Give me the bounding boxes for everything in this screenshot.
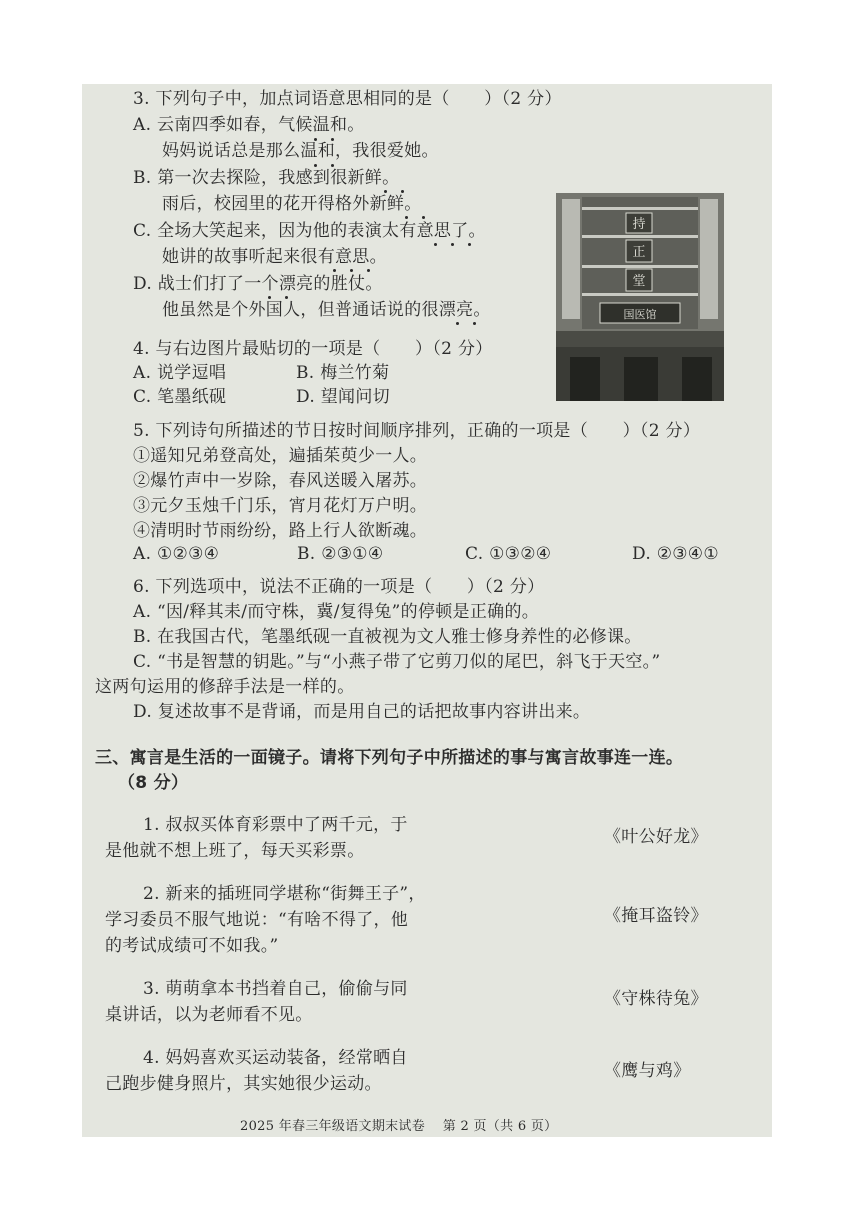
q5-option-d: D. ②③④① <box>632 544 719 564</box>
q4-option-b: B. 梅兰竹菊 <box>296 363 390 383</box>
emphasis-dot <box>401 190 404 193</box>
fable-1: 《叶公好龙》 <box>604 827 708 847</box>
section-3-points: （8 分） <box>118 773 189 793</box>
q3-option-c-line1: C. 全场大笑起来，因为他的表演太有意思了。 <box>133 221 486 241</box>
q6-stem: 6. 下列选项中，说法不正确的一项是（ ）（2 分） <box>133 577 545 597</box>
q5-poem-4: ④清明时节雨纷纷，路上行人欲断魂。 <box>133 521 428 541</box>
match-item-2-line1: 2. 新来的插班同学堪称“街舞王子”， <box>143 884 426 904</box>
emphasis-dot <box>384 190 387 193</box>
emphasis-dot <box>314 138 317 141</box>
emphasis-dot <box>405 216 408 219</box>
emphasis-dot <box>367 269 370 272</box>
q6-option-d: D. 复述故事不是背诵，而是用自己的话把故事内容讲出来。 <box>133 702 591 722</box>
emphasis-dot <box>434 243 437 246</box>
fable-2: 《掩耳盗铃》 <box>604 906 708 926</box>
match-item-1-line2: 是他就不想上班了，每天买彩票。 <box>105 841 365 861</box>
emphasis-dot <box>456 322 459 325</box>
q5-poem-1: ①遥知兄弟登高处，遍插茱萸少一人。 <box>133 446 428 466</box>
q3-option-a-line2: 妈妈说话总是那么温和，我很爱她。 <box>162 141 439 161</box>
fable-3: 《守株待兔》 <box>604 989 708 1009</box>
emphasis-dot <box>285 296 288 299</box>
q5-poem-2: ②爆竹声中一岁除，春风送暖入屠苏。 <box>133 471 428 491</box>
emphasis-dot <box>331 164 334 167</box>
match-item-3-line1: 3. 萌萌拿本书挡着自己，偷偷与同 <box>143 979 408 999</box>
q3-option-a-line1: A. 云南四季如春，气候温和。 <box>133 115 365 135</box>
match-item-4-line1: 4. 妈妈喜欢买运动装备，经常晒自 <box>143 1048 408 1068</box>
sign-char-1: 持 <box>632 217 646 232</box>
q3-option-b-line1: B. 第一次去探险，我感到很新鲜。 <box>133 168 400 188</box>
sign-banner: 国医馆 <box>623 308 657 321</box>
q6-option-b: B. 在我国古代，笔墨纸砚一直被视为文人雅士修身养性的必修课。 <box>133 627 642 647</box>
emphasis-dot <box>268 296 271 299</box>
q6-option-a: A. “因/释其耒/而守株，冀/复得兔”的停顿是正确的。 <box>133 602 540 622</box>
page-footer: 2025 年春三年级语文期末试卷 第 2 页（共 6 页） <box>240 1119 558 1134</box>
q5-option-b: B. ②③①④ <box>297 544 384 564</box>
emphasis-dot <box>473 322 476 325</box>
q3-option-c-line2: 她讲的故事听起来很有意思。 <box>162 247 387 267</box>
q3-option-b-line2: 雨后，校园里的花开得格外新鲜。 <box>162 194 422 214</box>
q5-poem-3: ③元夕玉烛千门乐，宵月花灯万户明。 <box>133 496 428 516</box>
sign-char-2: 正 <box>632 245 646 260</box>
emphasis-dot <box>333 269 336 272</box>
match-item-2-line2: 学习委员不服气地说：“有啥不得了，他 <box>105 910 409 930</box>
building-photo <box>556 193 724 401</box>
emphasis-dot <box>422 216 425 219</box>
section-3-title: 三、寓言是生活的一面镜子。请将下列句子中所描述的事与寓言故事连一连。 <box>95 748 684 768</box>
emphasis-dot <box>314 164 317 167</box>
q4-option-c: C. 笔墨纸砚 <box>133 387 227 407</box>
emphasis-dot <box>350 269 353 272</box>
q5-stem: 5. 下列诗句所描述的节日按时间顺序排列，正确的一项是（ ）（2 分） <box>133 421 701 441</box>
q3-option-d-line1: D. 战士们打了一个漂亮的胜仗。 <box>133 274 383 294</box>
sign-char-3: 堂 <box>632 274 646 289</box>
q5-option-a: A. ①②③④ <box>133 544 220 564</box>
emphasis-dot <box>331 138 334 141</box>
match-item-3-line2: 桌讲话，以为老师看不见。 <box>105 1005 313 1025</box>
q4-stem: 4. 与右边图片最贴切的一项是（ ）（2 分） <box>133 339 493 359</box>
q5-option-c: C. ①③②④ <box>465 544 552 564</box>
q6-option-c-line1: C. “书是智慧的钥匙。”与“小燕子带了它剪刀似的尾巴，斜飞于天空。” <box>133 652 661 672</box>
q4-option-a: A. 说学逗唱 <box>133 363 227 383</box>
emphasis-dot <box>468 243 471 246</box>
match-item-2-line3: 的考试成绩可不如我。” <box>105 936 279 956</box>
fable-4: 《鹰与鸡》 <box>604 1061 691 1081</box>
emphasis-dot <box>451 243 454 246</box>
match-item-1-line1: 1. 叔叔买体育彩票中了两千元，于 <box>143 815 408 835</box>
q3-option-d-line2: 他虽然是个外国人，但普通话说的很漂亮。 <box>162 300 491 320</box>
q4-option-d: D. 望闻问切 <box>296 387 390 407</box>
q6-option-c-line2: 这两句运用的修辞手法是一样的。 <box>95 677 355 697</box>
match-item-4-line2: 己跑步健身照片，其实她很少运动。 <box>105 1074 382 1094</box>
q3-stem: 3. 下列句子中，加点词语意思相同的是（ ）（2 分） <box>133 89 562 109</box>
building-illustration <box>556 193 724 401</box>
